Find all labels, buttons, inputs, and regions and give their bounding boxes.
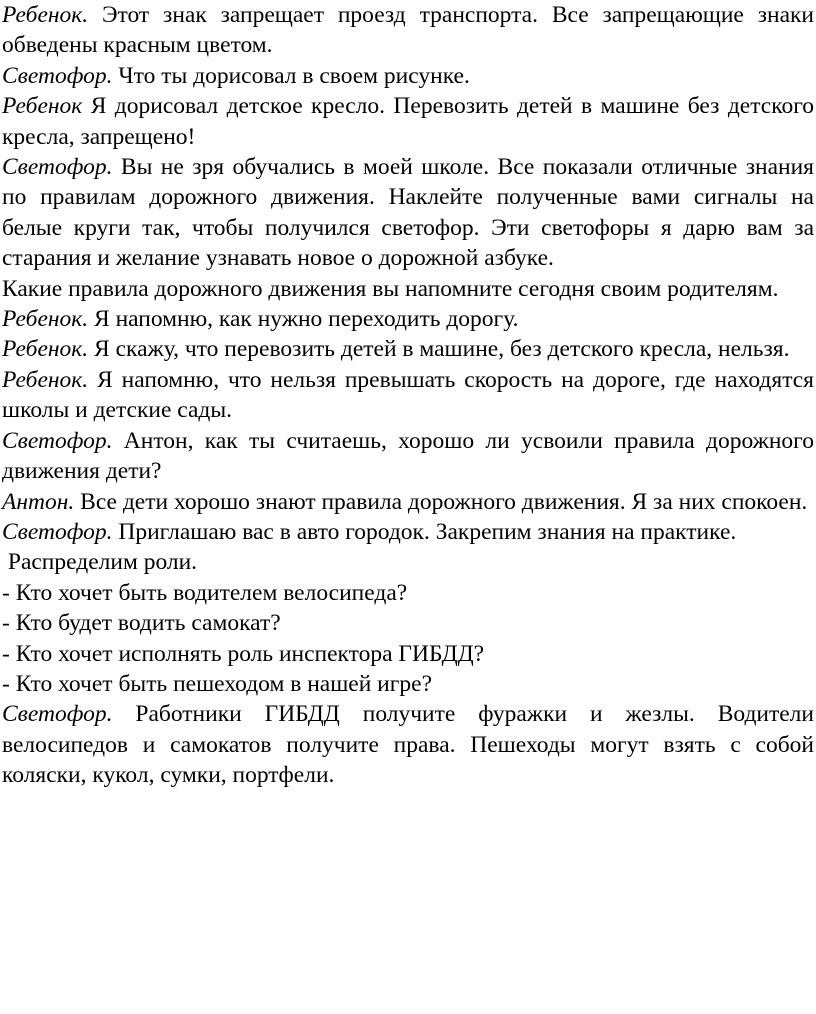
speaker-label: Ребенок. xyxy=(2,336,89,363)
paragraph xyxy=(2,487,814,517)
paragraph-text: - Кто будет водить самокат? xyxy=(2,610,281,637)
paragraph-text: Вы не зря обучались в моей школе. Все показали отличные знания по правилам дорожного движения. Наклейте полученные вами сигналы на белые круги так, чтобы получился светофор. Эти светофоры я дарю вам за старания и желание узнавать новое о дорожной азбуке. xyxy=(2,154,814,272)
speaker-label: Светофор. xyxy=(2,701,113,728)
paragraph-text: Работники ГИБДД получите фуражки и жезлы. Водители велосипедов и самокатов получите права. Пешеходы могут взять с собой коляски, кукол, сумки, портфели. xyxy=(2,701,814,789)
list-item xyxy=(2,639,814,669)
speaker-label: Светофор. xyxy=(2,154,113,181)
paragraph xyxy=(2,699,814,790)
paragraph-text: Антон, как ты считаешь, хорошо ли усвоили правила дорожного движения дети? xyxy=(2,427,814,485)
list-item xyxy=(2,669,814,699)
paragraph-text: Все дети хорошо знают правила дорожного движения. Я за них спокоен. xyxy=(74,488,808,515)
list-item xyxy=(2,578,814,608)
paragraph-text: Я напомню, как нужно переходить дорогу. xyxy=(88,306,519,333)
paragraph xyxy=(2,517,814,547)
paragraph-text: Приглашаю вас в авто городок. Закрепим знания на практике. xyxy=(112,518,737,545)
paragraph xyxy=(2,61,814,91)
paragraph-text: - Кто хочет исполнять роль инспектора ГИБДД? xyxy=(2,640,485,667)
speaker-label: Ребенок xyxy=(2,93,83,120)
speaker-label: Светофор. xyxy=(2,427,113,454)
paragraph xyxy=(2,304,814,334)
speaker-label: Светофор. xyxy=(2,518,113,545)
paragraph-text: Я скажу, что перевозить детей в машине, без детского кресла, нельзя. xyxy=(88,336,790,363)
speaker-label: Ребенок. xyxy=(2,2,89,28)
paragraph xyxy=(2,547,814,577)
speaker-label: Светофор. xyxy=(2,62,113,89)
paragraph-text: - Кто хочет быть пешеходом в нашей игре? xyxy=(2,670,432,697)
paragraph-text: Распределим роли. xyxy=(2,549,198,576)
paragraph xyxy=(2,152,814,274)
paragraph xyxy=(2,274,814,304)
speaker-label: Антон. xyxy=(2,488,75,515)
paragraph xyxy=(2,334,814,364)
paragraph xyxy=(2,365,814,426)
paragraph-text: Я дорисовал детское кресло. Перевозить детей в машине без детского кресла, запрещено! xyxy=(2,93,814,150)
paragraph xyxy=(2,0,814,61)
paragraph-text: Что ты дорисовал в своем рисунке. xyxy=(112,62,470,89)
paragraph-text: Этот знак запрещает проезд транспорта. Все запрещающие знаки обведены красным цветом. xyxy=(2,2,814,59)
paragraph-text: Какие правила дорожного движения вы напомните сегодня своим родителям. xyxy=(2,275,779,302)
list-item xyxy=(2,608,814,638)
paragraph-text: - Кто хочет быть водителем велосипеда? xyxy=(2,579,408,606)
speaker-label: Ребенок. xyxy=(2,366,89,393)
paragraph-text: Я напомню, что нельзя превышать скорость на дороге, где находятся школы и детские сады. xyxy=(2,366,814,424)
paragraph xyxy=(2,91,814,152)
speaker-label: Ребенок. xyxy=(2,306,89,333)
paragraph xyxy=(2,426,814,487)
